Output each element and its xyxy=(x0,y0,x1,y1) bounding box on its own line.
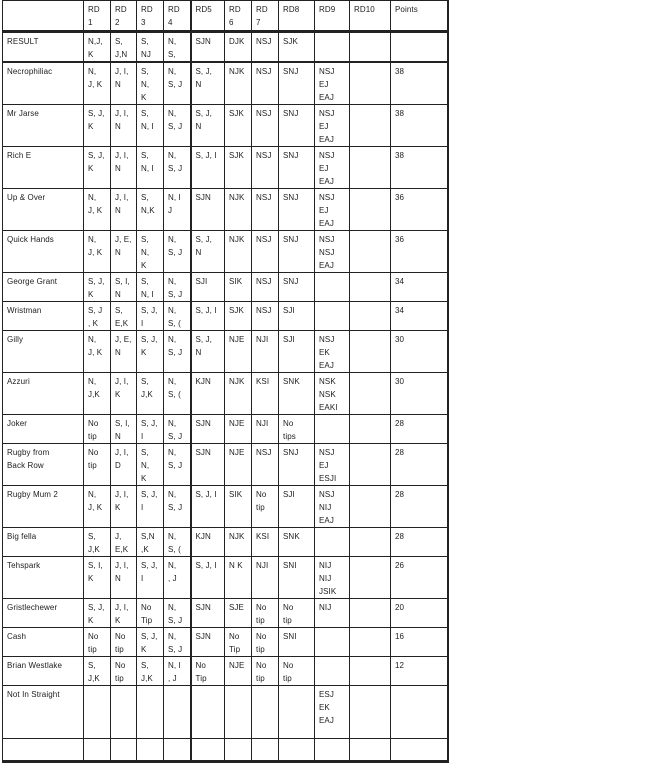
cell-rd6: NJK xyxy=(225,528,252,557)
cell-rd5: S, J, I xyxy=(191,486,225,528)
cell-rd9: NSJ EK EAJ xyxy=(315,331,350,373)
cell-rd8: SNJ xyxy=(279,147,315,189)
cell-rd5: KJN xyxy=(191,528,225,557)
cell-rd7: NSJ xyxy=(252,62,279,105)
cell-points xyxy=(391,32,448,63)
cell-rd8: SNJ xyxy=(279,105,315,147)
cell-name: Joker xyxy=(3,415,84,444)
cell-rd6: SJK xyxy=(225,105,252,147)
cell-rd10 xyxy=(350,373,391,415)
cell-rd6: NJE xyxy=(225,331,252,373)
tipping-table xyxy=(2,0,449,763)
cell-rd2: J, E, N xyxy=(111,231,137,273)
cell-rd4: N, S, J xyxy=(164,628,191,657)
cell-rd1: No tip xyxy=(84,628,111,657)
cell-rd6 xyxy=(225,686,252,739)
cell-rd9 xyxy=(315,415,350,444)
cell-rd6: NJK xyxy=(225,189,252,231)
cell-rd7: KSI xyxy=(252,528,279,557)
cell-rd10 xyxy=(350,415,391,444)
cell-rd2: S, E,K xyxy=(111,302,137,331)
cell-rd5: No Tip xyxy=(191,657,225,686)
cell-rd2: J, I, D xyxy=(111,444,137,486)
table-row xyxy=(3,273,448,302)
cell-points: 28 xyxy=(391,528,448,557)
cell-rd2 xyxy=(111,739,137,762)
cell-name: Gilly xyxy=(3,331,84,373)
cell-name: Rich E xyxy=(3,147,84,189)
cell-rd2: S, J,N xyxy=(111,32,137,63)
cell-rd10 xyxy=(350,189,391,231)
cell-rd1: No tip xyxy=(84,415,111,444)
cell-rd2: J, E,K xyxy=(111,528,137,557)
cell-name: Up & Over xyxy=(3,189,84,231)
header-rd5: RD5 xyxy=(191,1,225,32)
cell-rd3: S, J, K xyxy=(137,628,164,657)
table-row xyxy=(3,686,448,739)
cell-points: 12 xyxy=(391,657,448,686)
cell-rd9 xyxy=(315,628,350,657)
result-row xyxy=(3,32,448,63)
cell-rd9: NSJ NSJ EAJ xyxy=(315,231,350,273)
cell-rd2: J, I, N xyxy=(111,189,137,231)
table-row xyxy=(3,486,448,528)
header-rd7: RD 7 xyxy=(252,1,279,32)
cell-rd8: SNK xyxy=(279,528,315,557)
cell-rd5: SJN xyxy=(191,32,225,63)
cell-name: Gristlechewer xyxy=(3,599,84,628)
cell-points: 28 xyxy=(391,444,448,486)
header-name xyxy=(3,1,84,32)
cell-rd8: SNJ xyxy=(279,231,315,273)
cell-rd4: N, I , J xyxy=(164,657,191,686)
cell-rd2: S, I, N xyxy=(111,273,137,302)
cell-rd2: J, I, N xyxy=(111,147,137,189)
cell-rd3: S, J, I xyxy=(137,415,164,444)
cell-rd7: No tip xyxy=(252,599,279,628)
cell-rd9 xyxy=(315,32,350,63)
header-rd6: RD 6 xyxy=(225,1,252,32)
cell-rd6: NJE xyxy=(225,657,252,686)
cell-rd10 xyxy=(350,444,391,486)
cell-rd9: NIJ NIJ JSIK xyxy=(315,557,350,599)
header-rd9: RD9 xyxy=(315,1,350,32)
cell-rd8: SNJ xyxy=(279,189,315,231)
cell-rd9: NSJ EJ EAJ xyxy=(315,105,350,147)
cell-rd4: N, S, J xyxy=(164,62,191,105)
cell-points xyxy=(391,686,448,739)
cell-rd3 xyxy=(137,686,164,739)
cell-rd6: SJK xyxy=(225,302,252,331)
cell-rd1 xyxy=(84,686,111,739)
cell-points: 34 xyxy=(391,273,448,302)
cell-rd1: S, J,K xyxy=(84,657,111,686)
table-row xyxy=(3,599,448,628)
cell-rd8: No tip xyxy=(279,657,315,686)
cell-rd10 xyxy=(350,739,391,762)
cell-rd7: NSJ xyxy=(252,105,279,147)
cell-rd3: S, N, I xyxy=(137,105,164,147)
cell-points xyxy=(391,739,448,762)
cell-rd3: S,N ,K xyxy=(137,528,164,557)
cell-points: 38 xyxy=(391,147,448,189)
cell-rd9: ESJ EK EAJ xyxy=(315,686,350,739)
cell-points: 28 xyxy=(391,486,448,528)
cell-rd6: NJK xyxy=(225,231,252,273)
table-row xyxy=(3,557,448,599)
cell-name: Wristman xyxy=(3,302,84,331)
cell-rd5: KJN xyxy=(191,373,225,415)
cell-rd4 xyxy=(164,686,191,739)
cell-rd4: N, S, J xyxy=(164,273,191,302)
cell-rd1: N, J, K xyxy=(84,62,111,105)
cell-rd7: NSJ xyxy=(252,273,279,302)
cell-name: RESULT xyxy=(3,32,84,63)
cell-rd5: S, J, N xyxy=(191,331,225,373)
cell-points: 28 xyxy=(391,415,448,444)
cell-rd10 xyxy=(350,273,391,302)
table-row xyxy=(3,147,448,189)
cell-rd8: SNJ xyxy=(279,444,315,486)
cell-name: Azzuri xyxy=(3,373,84,415)
cell-rd5: S, J, N xyxy=(191,231,225,273)
table-row xyxy=(3,657,448,686)
cell-rd7: NSJ xyxy=(252,302,279,331)
cell-rd7: NSJ xyxy=(252,147,279,189)
table-row xyxy=(3,373,448,415)
cell-rd7: KSI xyxy=(252,373,279,415)
table-row xyxy=(3,231,448,273)
cell-rd3: S, J, I xyxy=(137,557,164,599)
cell-points: 26 xyxy=(391,557,448,599)
cell-rd5 xyxy=(191,686,225,739)
cell-points: 16 xyxy=(391,628,448,657)
header-rd4: RD 4 xyxy=(164,1,191,32)
cell-rd4: N, S, J xyxy=(164,486,191,528)
cell-name: Quick Hands xyxy=(3,231,84,273)
cell-rd4 xyxy=(164,739,191,762)
cell-rd2 xyxy=(111,686,137,739)
header-points: Points xyxy=(391,1,448,32)
cell-rd4: N, S, J xyxy=(164,105,191,147)
cell-rd5: SJI xyxy=(191,273,225,302)
cell-rd6: SIK xyxy=(225,273,252,302)
table-row xyxy=(3,302,448,331)
cell-rd5: SJN xyxy=(191,189,225,231)
cell-rd2: J, I, N xyxy=(111,557,137,599)
cell-rd1: N, J, K xyxy=(84,486,111,528)
cell-rd7: No tip xyxy=(252,628,279,657)
cell-rd2: J, I, K xyxy=(111,373,137,415)
cell-name: Mr Jarse xyxy=(3,105,84,147)
cell-rd6: SJK xyxy=(225,147,252,189)
cell-rd5: S, J, N xyxy=(191,105,225,147)
cell-points: 30 xyxy=(391,373,448,415)
cell-rd6: No Tip xyxy=(225,628,252,657)
cell-points: 38 xyxy=(391,62,448,105)
cell-rd1 xyxy=(84,739,111,762)
cell-rd8: SNJ xyxy=(279,273,315,302)
cell-rd2: J, E, N xyxy=(111,331,137,373)
cell-rd4: N, S, ( xyxy=(164,373,191,415)
header-row xyxy=(3,1,448,32)
cell-name: George Grant xyxy=(3,273,84,302)
cell-rd9 xyxy=(315,657,350,686)
cell-points: 36 xyxy=(391,231,448,273)
header-rd1: RD 1 xyxy=(84,1,111,32)
cell-rd4: N, S, J xyxy=(164,231,191,273)
cell-rd7: NSJ xyxy=(252,231,279,273)
cell-rd1: S, J, K xyxy=(84,105,111,147)
cell-rd9: NSJ NIJ EAJ xyxy=(315,486,350,528)
cell-rd9: NSJ EJ EAJ xyxy=(315,147,350,189)
cell-rd10 xyxy=(350,62,391,105)
cell-rd8: SJI xyxy=(279,302,315,331)
cell-rd7: No tip xyxy=(252,486,279,528)
cell-rd6 xyxy=(225,739,252,762)
cell-rd5: SJN xyxy=(191,415,225,444)
table-row xyxy=(3,62,448,105)
cell-rd1: N, J, K xyxy=(84,189,111,231)
cell-rd1: No tip xyxy=(84,444,111,486)
cell-rd7 xyxy=(252,739,279,762)
cell-rd3 xyxy=(137,739,164,762)
cell-rd4: N, I J xyxy=(164,189,191,231)
cell-rd2: No tip xyxy=(111,657,137,686)
cell-rd9: NIJ xyxy=(315,599,350,628)
header-rd3: RD 3 xyxy=(137,1,164,32)
cell-rd7: No tip xyxy=(252,657,279,686)
cell-rd5: S, J, I xyxy=(191,302,225,331)
cell-rd1: N,J, K xyxy=(84,32,111,63)
cell-rd10 xyxy=(350,657,391,686)
cell-rd8: SNK xyxy=(279,373,315,415)
cell-rd3: S, J,K xyxy=(137,657,164,686)
cell-rd10 xyxy=(350,686,391,739)
cell-rd10 xyxy=(350,147,391,189)
cell-rd10 xyxy=(350,557,391,599)
cell-rd1: S, I, K xyxy=(84,557,111,599)
cell-rd2: S, I, N xyxy=(111,415,137,444)
cell-rd3: S, N,K xyxy=(137,189,164,231)
cell-name xyxy=(3,739,84,762)
cell-name: Big fella xyxy=(3,528,84,557)
cell-rd1: N, J,K xyxy=(84,373,111,415)
cell-rd7: NJI xyxy=(252,331,279,373)
cell-rd8: No tips xyxy=(279,415,315,444)
cell-rd4: N, S, xyxy=(164,32,191,63)
cell-rd9: NSK NSK EAKI xyxy=(315,373,350,415)
table-row xyxy=(3,528,448,557)
cell-rd7: NSJ xyxy=(252,32,279,63)
header-rd8: RD8 xyxy=(279,1,315,32)
cell-rd8 xyxy=(279,739,315,762)
cell-rd8 xyxy=(279,686,315,739)
cell-rd5: S, J, I xyxy=(191,147,225,189)
cell-rd7 xyxy=(252,686,279,739)
table-row xyxy=(3,331,448,373)
header-rd2: RD 2 xyxy=(111,1,137,32)
cell-rd9 xyxy=(315,302,350,331)
cell-rd1: S, J, K xyxy=(84,273,111,302)
cell-rd10 xyxy=(350,105,391,147)
cell-rd8: SNI xyxy=(279,628,315,657)
table-row xyxy=(3,189,448,231)
cell-rd2: J, I, N xyxy=(111,62,137,105)
cell-rd4: N, , J xyxy=(164,557,191,599)
cell-rd1: S, J,K xyxy=(84,528,111,557)
cell-rd5: S, J, N xyxy=(191,62,225,105)
cell-rd10 xyxy=(350,231,391,273)
cell-rd10 xyxy=(350,331,391,373)
cell-rd10 xyxy=(350,599,391,628)
cell-rd7: NSJ xyxy=(252,444,279,486)
cell-rd9 xyxy=(315,273,350,302)
cell-name: Cash xyxy=(3,628,84,657)
cell-rd4: N, S, J xyxy=(164,599,191,628)
cell-rd8: SNI xyxy=(279,557,315,599)
cell-rd2: No tip xyxy=(111,628,137,657)
cell-rd10 xyxy=(350,486,391,528)
cell-rd3: S, N, I xyxy=(137,147,164,189)
cell-rd10 xyxy=(350,302,391,331)
cell-rd9: NSJ EJ EAJ xyxy=(315,189,350,231)
cell-rd5: SJN xyxy=(191,628,225,657)
cell-name: Not In Straight xyxy=(3,686,84,739)
cell-rd1: N, J, K xyxy=(84,231,111,273)
cell-rd6: NJK xyxy=(225,62,252,105)
cell-rd3: S, N, K xyxy=(137,231,164,273)
cell-rd10 xyxy=(350,528,391,557)
cell-rd5: SJN xyxy=(191,599,225,628)
cell-rd9 xyxy=(315,739,350,762)
cell-name: Necrophiliac xyxy=(3,62,84,105)
cell-rd3: S, N, K xyxy=(137,62,164,105)
cell-rd3: S, J, I xyxy=(137,486,164,528)
cell-rd9: NSJ EJ ESJI xyxy=(315,444,350,486)
cell-rd5 xyxy=(191,739,225,762)
table-row xyxy=(3,415,448,444)
cell-points: 20 xyxy=(391,599,448,628)
cell-rd1: S, J , K xyxy=(84,302,111,331)
table-row xyxy=(3,628,448,657)
table-row xyxy=(3,105,448,147)
cell-rd10 xyxy=(350,32,391,63)
cell-rd3: S, N, K xyxy=(137,444,164,486)
cell-rd4: N, S, J xyxy=(164,415,191,444)
cell-rd8: SJI xyxy=(279,486,315,528)
cell-rd7: NJI xyxy=(252,557,279,599)
cell-points: 38 xyxy=(391,105,448,147)
header-rd10: RD10 xyxy=(350,1,391,32)
cell-points: 36 xyxy=(391,189,448,231)
cell-name: Tehspark xyxy=(3,557,84,599)
cell-rd8: SJK xyxy=(279,32,315,63)
cell-rd2: J, I, N xyxy=(111,105,137,147)
cell-name: Rugby from Back Row xyxy=(3,444,84,486)
empty-row xyxy=(3,739,448,762)
cell-rd9 xyxy=(315,528,350,557)
cell-rd1: S, J, K xyxy=(84,147,111,189)
cell-rd6: SIK xyxy=(225,486,252,528)
cell-rd6: NJE xyxy=(225,444,252,486)
cell-rd4: N, S, ( xyxy=(164,302,191,331)
cell-rd1: S, J, K xyxy=(84,599,111,628)
cell-name: Brian Westlake xyxy=(3,657,84,686)
cell-rd8: No tip xyxy=(279,599,315,628)
cell-rd3: No Tip xyxy=(137,599,164,628)
cell-rd4: N, S, J xyxy=(164,444,191,486)
cell-rd6: N K xyxy=(225,557,252,599)
cell-points: 34 xyxy=(391,302,448,331)
cell-rd3: S, NJ xyxy=(137,32,164,63)
cell-rd8: SNJ xyxy=(279,62,315,105)
cell-rd2: J, I, K xyxy=(111,486,137,528)
cell-rd7: NJI xyxy=(252,415,279,444)
cell-rd4: N, S, J xyxy=(164,147,191,189)
cell-rd2: J, I, K xyxy=(111,599,137,628)
cell-name: Rugby Mum 2 xyxy=(3,486,84,528)
table-row xyxy=(3,444,448,486)
cell-rd6: DJK xyxy=(225,32,252,63)
cell-rd9: NSJ EJ EAJ xyxy=(315,62,350,105)
cell-rd8: SJI xyxy=(279,331,315,373)
cell-rd1: N, J, K xyxy=(84,331,111,373)
cell-rd3: S, J,K xyxy=(137,373,164,415)
cell-rd3: S, J, I xyxy=(137,302,164,331)
cell-rd5: S, J, I xyxy=(191,557,225,599)
cell-rd7: NSJ xyxy=(252,189,279,231)
cell-rd6: SJE xyxy=(225,599,252,628)
cell-rd3: S, N, I xyxy=(137,273,164,302)
cell-points: 30 xyxy=(391,331,448,373)
cell-rd6: NJE xyxy=(225,415,252,444)
cell-rd4: N, S, J xyxy=(164,331,191,373)
cell-rd6: NJK xyxy=(225,373,252,415)
cell-rd10 xyxy=(350,628,391,657)
cell-rd3: S, J, K xyxy=(137,331,164,373)
cell-rd4: N, S, ( xyxy=(164,528,191,557)
cell-rd5: SJN xyxy=(191,444,225,486)
